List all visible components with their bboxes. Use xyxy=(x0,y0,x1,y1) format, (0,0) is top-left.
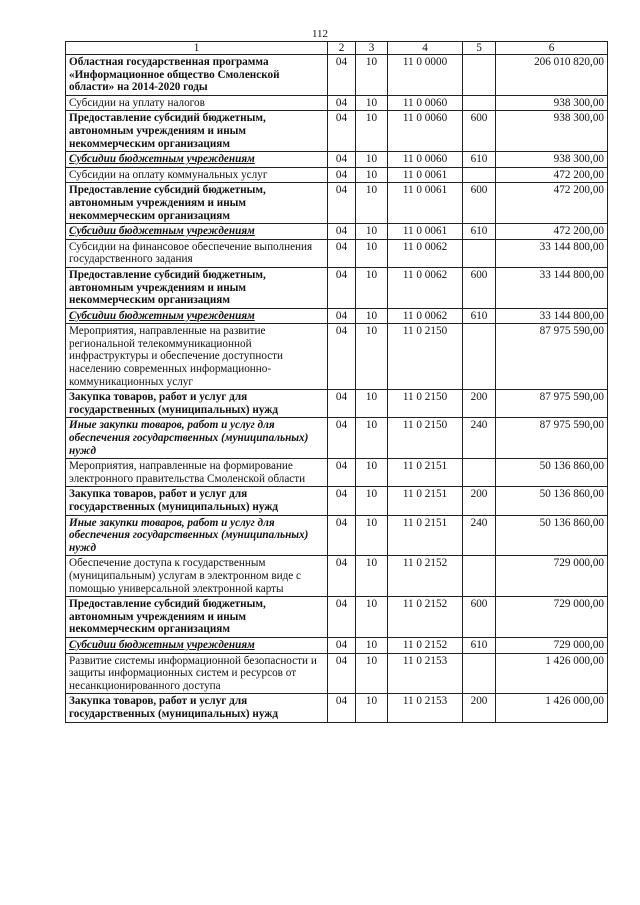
row-expense-type-cell: 240 xyxy=(463,418,496,459)
table-row xyxy=(66,152,608,168)
table-row xyxy=(66,167,608,183)
row-target-code-cell: 11 0 2150 xyxy=(388,390,463,418)
row-section-cell: 04 xyxy=(328,55,356,96)
table-row xyxy=(66,694,608,722)
row-target-code-cell: 11 0 2151 xyxy=(388,515,463,556)
row-expense-type-cell: 200 xyxy=(463,694,496,722)
row-amount-cell: 87 975 590,00 xyxy=(496,324,608,390)
table-row xyxy=(66,556,608,597)
row-target-code-cell: 11 0 0062 xyxy=(388,308,463,324)
row-amount-cell: 206 010 820,00 xyxy=(496,55,608,96)
row-name-cell: Предоставление субсидий бюджетным, автономным учреждениям и иным некоммерческим организациям xyxy=(66,111,328,152)
row-name-cell: Мероприятия, направленные на развитие региональной телекоммуникационной инфраструктуры и обеспечение доступности населению современных информационно-коммуникационных услуг xyxy=(66,324,328,390)
row-name-cell: Мероприятия, направленные на формирование электронного правительства Смоленской области xyxy=(66,459,328,487)
table-row xyxy=(66,95,608,111)
table-header-row xyxy=(66,42,608,55)
row-section-cell: 04 xyxy=(328,390,356,418)
row-section-cell: 04 xyxy=(328,597,356,638)
row-amount-cell: 472 200,00 xyxy=(496,224,608,240)
row-subsection-cell: 10 xyxy=(356,183,388,224)
row-target-code-cell: 11 0 2151 xyxy=(388,459,463,487)
row-amount-cell: 50 136 860,00 xyxy=(496,487,608,515)
row-amount-cell: 1 426 000,00 xyxy=(496,653,608,694)
row-amount-cell: 729 000,00 xyxy=(496,637,608,653)
budget-table xyxy=(65,41,608,723)
row-name-cell: Субсидии бюджетным учреждениям xyxy=(66,152,328,168)
row-target-code-cell: 11 0 0062 xyxy=(388,267,463,308)
row-amount-cell: 729 000,00 xyxy=(496,597,608,638)
row-amount-cell: 938 300,00 xyxy=(496,152,608,168)
row-expense-type-cell: 600 xyxy=(463,183,496,224)
row-section-cell: 04 xyxy=(328,152,356,168)
row-name-cell: Обеспечение доступа к государственным (муниципальным) услугам в электронном виде с помощью универсальной электронной карты xyxy=(66,556,328,597)
table-row xyxy=(66,55,608,96)
table-row xyxy=(66,653,608,694)
row-expense-type-cell: 200 xyxy=(463,390,496,418)
row-section-cell: 04 xyxy=(328,515,356,556)
row-subsection-cell: 10 xyxy=(356,95,388,111)
row-name-cell: Закупка товаров, работ и услуг для государственных (муниципальных) нужд xyxy=(66,487,328,515)
table-row xyxy=(66,459,608,487)
header-cell-2: 2 xyxy=(328,42,356,55)
table-row xyxy=(66,637,608,653)
row-name-cell: Субсидии бюджетным учреждениям xyxy=(66,637,328,653)
row-amount-cell: 1 426 000,00 xyxy=(496,694,608,722)
table-row xyxy=(66,487,608,515)
row-subsection-cell: 10 xyxy=(356,653,388,694)
table-row xyxy=(66,390,608,418)
row-section-cell: 04 xyxy=(328,167,356,183)
table-row xyxy=(66,224,608,240)
row-expense-type-cell: 600 xyxy=(463,111,496,152)
row-target-code-cell: 11 0 2152 xyxy=(388,597,463,638)
header-cell-5: 5 xyxy=(463,42,496,55)
row-target-code-cell: 11 0 0000 xyxy=(388,55,463,96)
row-target-code-cell: 11 0 0061 xyxy=(388,167,463,183)
header-cell-1: 1 xyxy=(66,42,328,55)
row-name-cell: Субсидии на финансовое обеспечение выполнения государственного задания xyxy=(66,239,328,267)
row-target-code-cell: 11 0 2152 xyxy=(388,556,463,597)
row-subsection-cell: 10 xyxy=(356,390,388,418)
row-subsection-cell: 10 xyxy=(356,308,388,324)
row-section-cell: 04 xyxy=(328,487,356,515)
row-target-code-cell: 11 0 0062 xyxy=(388,239,463,267)
row-amount-cell: 33 144 800,00 xyxy=(496,267,608,308)
table-row xyxy=(66,515,608,556)
row-section-cell: 04 xyxy=(328,183,356,224)
row-amount-cell: 33 144 800,00 xyxy=(496,308,608,324)
page-number: 112 xyxy=(311,28,329,40)
row-target-code-cell: 11 0 2151 xyxy=(388,487,463,515)
row-amount-cell: 729 000,00 xyxy=(496,556,608,597)
row-target-code-cell: 11 0 0061 xyxy=(388,183,463,224)
row-expense-type-cell xyxy=(463,556,496,597)
row-expense-type-cell: 610 xyxy=(463,224,496,240)
table-row xyxy=(66,308,608,324)
row-section-cell: 04 xyxy=(328,111,356,152)
row-section-cell: 04 xyxy=(328,95,356,111)
row-name-cell: Иные закупки товаров, работ и услуг для обеспечения государственных (муниципальных) нужд xyxy=(66,515,328,556)
row-subsection-cell: 10 xyxy=(356,459,388,487)
row-section-cell: 04 xyxy=(328,224,356,240)
row-amount-cell: 50 136 860,00 xyxy=(496,459,608,487)
row-target-code-cell: 11 0 0061 xyxy=(388,224,463,240)
row-section-cell: 04 xyxy=(328,239,356,267)
row-name-cell: Закупка товаров, работ и услуг для государственных (муниципальных) нужд xyxy=(66,390,328,418)
row-section-cell: 04 xyxy=(328,653,356,694)
row-target-code-cell: 11 0 0060 xyxy=(388,95,463,111)
row-section-cell: 04 xyxy=(328,637,356,653)
row-name-cell: Предоставление субсидий бюджетным, автономным учреждениям и иным некоммерческим организациям xyxy=(66,597,328,638)
header-cell-4: 4 xyxy=(388,42,463,55)
row-target-code-cell: 11 0 0060 xyxy=(388,111,463,152)
row-subsection-cell: 10 xyxy=(356,556,388,597)
table-body xyxy=(66,55,608,723)
row-expense-type-cell xyxy=(463,55,496,96)
row-subsection-cell: 10 xyxy=(356,597,388,638)
row-expense-type-cell: 600 xyxy=(463,267,496,308)
row-subsection-cell: 10 xyxy=(356,418,388,459)
row-subsection-cell: 10 xyxy=(356,515,388,556)
row-amount-cell: 472 200,00 xyxy=(496,167,608,183)
row-amount-cell: 938 300,00 xyxy=(496,95,608,111)
row-section-cell: 04 xyxy=(328,459,356,487)
row-subsection-cell: 10 xyxy=(356,239,388,267)
row-target-code-cell: 11 0 2153 xyxy=(388,694,463,722)
row-name-cell: Субсидии бюджетным учреждениям xyxy=(66,308,328,324)
row-name-cell: Иные закупки товаров, работ и услуг для обеспечения государственных (муниципальных) нужд xyxy=(66,418,328,459)
row-subsection-cell: 10 xyxy=(356,224,388,240)
row-section-cell: 04 xyxy=(328,324,356,390)
row-expense-type-cell xyxy=(463,95,496,111)
row-subsection-cell: 10 xyxy=(356,152,388,168)
row-amount-cell: 87 975 590,00 xyxy=(496,418,608,459)
table-row xyxy=(66,324,608,390)
row-section-cell: 04 xyxy=(328,267,356,308)
row-name-cell: Предоставление субсидий бюджетным, автономным учреждениям и иным некоммерческим организациям xyxy=(66,267,328,308)
table-row xyxy=(66,267,608,308)
row-subsection-cell: 10 xyxy=(356,487,388,515)
row-expense-type-cell: 610 xyxy=(463,637,496,653)
row-name-cell: Областная государственная программа «Информационное общество Смоленской области» на 2014-2020 годы xyxy=(66,55,328,96)
row-name-cell: Субсидии на оплату коммунальных услуг xyxy=(66,167,328,183)
row-name-cell: Субсидии на уплату налогов xyxy=(66,95,328,111)
row-name-cell: Предоставление субсидий бюджетным, автономным учреждениям и иным некоммерческим организациям xyxy=(66,183,328,224)
row-subsection-cell: 10 xyxy=(356,167,388,183)
row-expense-type-cell xyxy=(463,459,496,487)
row-section-cell: 04 xyxy=(328,308,356,324)
row-expense-type-cell: 610 xyxy=(463,152,496,168)
row-expense-type-cell xyxy=(463,653,496,694)
row-target-code-cell: 11 0 2150 xyxy=(388,418,463,459)
row-subsection-cell: 10 xyxy=(356,55,388,96)
row-expense-type-cell: 610 xyxy=(463,308,496,324)
row-subsection-cell: 10 xyxy=(356,267,388,308)
row-section-cell: 04 xyxy=(328,556,356,597)
row-target-code-cell: 11 0 2150 xyxy=(388,324,463,390)
row-subsection-cell: 10 xyxy=(356,694,388,722)
row-expense-type-cell xyxy=(463,239,496,267)
row-expense-type-cell xyxy=(463,324,496,390)
row-subsection-cell: 10 xyxy=(356,324,388,390)
row-expense-type-cell xyxy=(463,167,496,183)
row-section-cell: 04 xyxy=(328,694,356,722)
table-row xyxy=(66,183,608,224)
table-row xyxy=(66,239,608,267)
row-amount-cell: 50 136 860,00 xyxy=(496,515,608,556)
row-subsection-cell: 10 xyxy=(356,637,388,653)
row-target-code-cell: 11 0 2152 xyxy=(388,637,463,653)
row-name-cell: Развитие системы информационной безопасности и защиты информационных систем и ресурсов от несанкционированного доступа xyxy=(66,653,328,694)
table-row xyxy=(66,111,608,152)
row-target-code-cell: 11 0 2153 xyxy=(388,653,463,694)
row-expense-type-cell: 240 xyxy=(463,515,496,556)
row-subsection-cell: 10 xyxy=(356,111,388,152)
row-section-cell: 04 xyxy=(328,418,356,459)
header-cell-6: 6 xyxy=(496,42,608,55)
row-amount-cell: 87 975 590,00 xyxy=(496,390,608,418)
table-row xyxy=(66,418,608,459)
header-cell-3: 3 xyxy=(356,42,388,55)
row-expense-type-cell: 600 xyxy=(463,597,496,638)
row-expense-type-cell: 200 xyxy=(463,487,496,515)
row-name-cell: Закупка товаров, работ и услуг для государственных (муниципальных) нужд xyxy=(66,694,328,722)
row-amount-cell: 472 200,00 xyxy=(496,183,608,224)
table-row xyxy=(66,597,608,638)
row-name-cell: Субсидии бюджетным учреждениям xyxy=(66,224,328,240)
row-target-code-cell: 11 0 0060 xyxy=(388,152,463,168)
row-amount-cell: 938 300,00 xyxy=(496,111,608,152)
row-amount-cell: 33 144 800,00 xyxy=(496,239,608,267)
